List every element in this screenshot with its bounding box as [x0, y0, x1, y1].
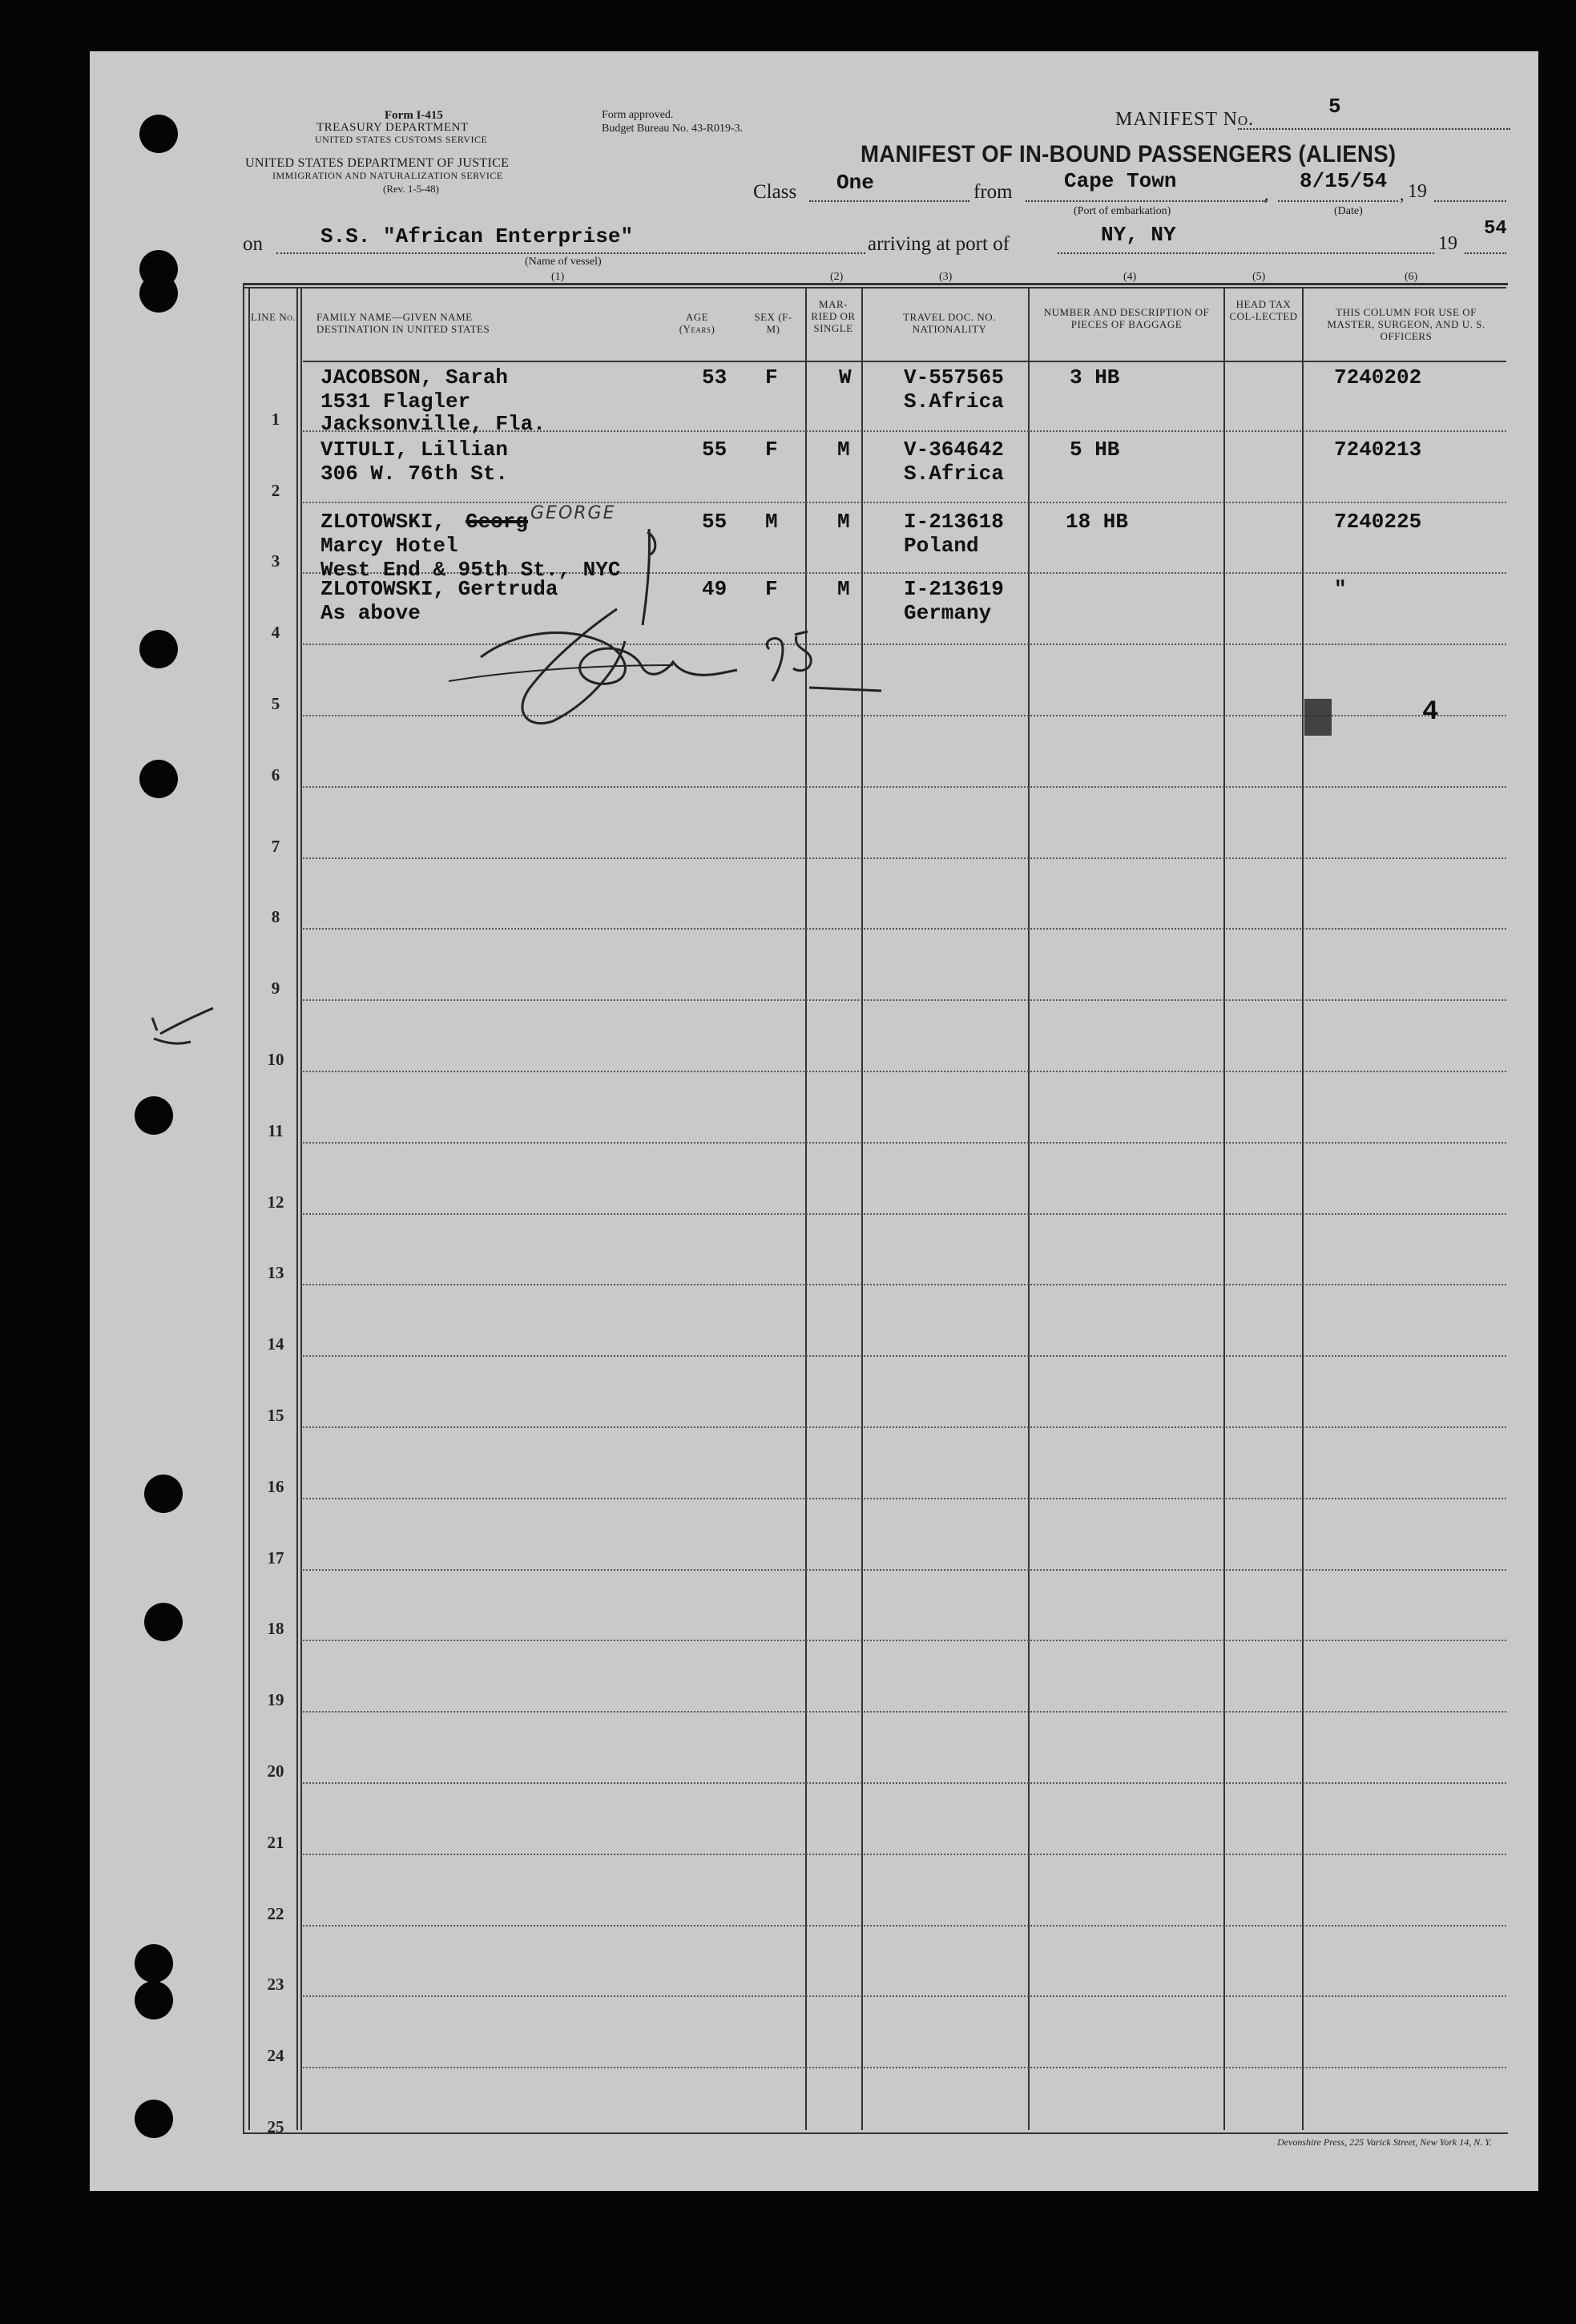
budget-note: Budget Bureau No. 43-R019-3.	[602, 123, 744, 135]
passenger-destination: 1531 Flagler	[320, 389, 471, 414]
arrival-year-line	[1465, 252, 1506, 254]
port-caption: (Port of embarkation)	[1074, 205, 1171, 217]
line-number: 21	[267, 1832, 284, 1852]
row-rule	[303, 1213, 1506, 1215]
col-divider	[300, 287, 302, 2130]
row-rule	[303, 1782, 1506, 1784]
year-line	[1434, 200, 1506, 202]
on-label: on	[243, 233, 263, 255]
line-number: 15	[267, 1406, 284, 1425]
punch-hole	[135, 1981, 173, 2019]
passenger-name: VITULI, Lillian	[320, 438, 509, 462]
punch-hole	[135, 2100, 173, 2138]
punch-hole	[139, 630, 178, 668]
arrival-port-value: NY, NY	[1101, 223, 1176, 247]
travel-doc-no: I-213619	[904, 577, 1004, 601]
line-number: 5	[271, 694, 280, 713]
justice-label: UNITED STATES DEPARTMENT OF JUSTICE	[245, 156, 510, 170]
col-number-5: (5)	[1252, 271, 1266, 283]
baggage-count: 3 HB	[1070, 365, 1120, 389]
approval-note: Form approved.	[602, 109, 674, 121]
col-number-4: (4)	[1123, 271, 1137, 283]
line-number: 14	[267, 1334, 284, 1354]
comma: ,	[1264, 184, 1269, 204]
row-rule	[303, 1142, 1506, 1144]
line-number: 19	[267, 1690, 284, 1710]
header-headtax: HEAD TAX COL-LECTED	[1229, 298, 1298, 322]
row-rule	[303, 1071, 1506, 1072]
line-number: 20	[267, 1761, 284, 1781]
row-rule	[303, 928, 1506, 930]
embark-date-value: 8/15/54	[1300, 169, 1388, 193]
row-rule	[303, 1711, 1506, 1713]
passenger-age: 53	[702, 365, 728, 389]
row-rule	[303, 502, 1506, 503]
col-divider	[296, 287, 298, 2130]
officer-number: "	[1334, 577, 1347, 601]
punch-hole	[139, 274, 178, 313]
line-number: 8	[271, 907, 280, 927]
passenger-destination: West End & 95th St., NYC	[320, 558, 621, 582]
form-number: Form I-415	[385, 109, 443, 122]
passenger-sex: F	[765, 365, 778, 389]
page-title: MANIFEST OF IN-BOUND PASSENGERS (ALIENS)	[861, 141, 1397, 167]
passenger-sex: F	[765, 438, 778, 462]
line-number: 11	[268, 1120, 284, 1140]
row-rule	[303, 857, 1506, 859]
passenger-name: ZLOTOWSKI,	[320, 510, 446, 534]
row-rule	[303, 1995, 1506, 1997]
comma: ,	[1400, 184, 1405, 204]
officer-number: 7240225	[1334, 510, 1422, 534]
year-prefix: 19	[1408, 181, 1427, 202]
line-number: 6	[271, 765, 280, 785]
manifest-no-line	[1238, 128, 1510, 130]
line-number: 12	[267, 1192, 284, 1212]
passenger-status: M	[837, 438, 850, 462]
baggage-count: 18 HB	[1066, 510, 1129, 534]
baggage-count: 5 HB	[1070, 438, 1120, 462]
vessel-line	[276, 252, 865, 254]
struck-given-name: Georg	[466, 510, 529, 534]
punch-hole	[135, 1944, 173, 1983]
col-number-1: (1)	[551, 271, 565, 283]
date-line	[1278, 200, 1398, 202]
travel-doc-no: I-213618	[904, 510, 1004, 534]
passenger-destination: 306 W. 76th St.	[320, 462, 509, 486]
passenger-nationality: S.Africa	[904, 462, 1004, 486]
travel-doc-no: V-364642	[904, 438, 1004, 462]
margin-check-mark	[143, 1002, 223, 1066]
header-sex: SEX (F-M)	[754, 311, 792, 335]
line-number: 10	[267, 1050, 284, 1069]
line-number: 18	[267, 1619, 284, 1639]
date-caption: (Date)	[1334, 205, 1363, 217]
row-rule	[303, 1854, 1506, 1855]
manifest-no-value: 5	[1328, 95, 1341, 119]
punch-hole	[135, 1096, 173, 1135]
row-rule	[303, 1498, 1506, 1499]
customs-label: UNITED STATES CUSTOMS SERVICE	[315, 134, 488, 145]
arrival-year-prefix: 19	[1438, 233, 1457, 254]
arrival-year-value: 54	[1484, 218, 1507, 240]
travel-doc-no: V-557565	[904, 365, 1004, 389]
passenger-nationality: Germany	[904, 601, 992, 625]
header-line-no: LINE No.	[251, 311, 296, 323]
passenger-age: 49	[702, 577, 728, 601]
header-rule	[303, 361, 1506, 362]
row-rule	[303, 1640, 1506, 1641]
passenger-nationality: Poland	[904, 534, 979, 558]
port-line	[1026, 200, 1266, 202]
row-rule	[303, 1284, 1506, 1285]
header-name: FAMILY NAME—GIVEN NAME DESTINATION IN UNITED STATES	[316, 311, 490, 335]
class-line	[809, 200, 969, 202]
vessel-value: S.S. "African Enterprise"	[320, 224, 634, 248]
from-label: from	[973, 181, 1013, 203]
col-divider	[248, 287, 250, 2130]
header-officers: THIS COLUMN FOR USE OF MASTER, SURGEON, AND U. S. OFFICERS	[1327, 306, 1485, 342]
punch-hole	[144, 1603, 183, 1641]
passenger-status: M	[837, 577, 850, 601]
manifest-no-label: MANIFEST No.	[1115, 109, 1255, 130]
officer-number: 7240202	[1334, 365, 1422, 389]
header-age: AGE (Years)	[679, 311, 715, 335]
class-value: One	[836, 171, 874, 195]
punch-hole	[139, 760, 178, 798]
passenger-nationality: S.Africa	[904, 389, 1004, 414]
row-rule	[303, 1925, 1506, 1927]
printer-credit: Devonshire Press, 225 Varick Street, New York 14, N. Y.	[1277, 2136, 1492, 2148]
arrival-port-line	[1058, 252, 1434, 254]
embark-port-value: Cape Town	[1064, 169, 1177, 193]
punch-hole	[144, 1475, 183, 1513]
line-number: 22	[267, 1903, 284, 1923]
header-baggage: NUMBER AND DESCRIPTION OF PIECES OF BAGGAGE	[1043, 306, 1210, 330]
inspector-signature	[433, 510, 913, 753]
col-number-2: (2)	[830, 271, 844, 283]
line-number: 4	[271, 623, 280, 643]
line-number: 24	[267, 2046, 284, 2066]
class-label: Class	[753, 181, 797, 203]
row-rule	[303, 786, 1506, 788]
passenger-age: 55	[702, 438, 728, 462]
row-rule	[303, 2067, 1506, 2068]
col-number-3: (3)	[939, 271, 953, 283]
line-number: 3	[271, 551, 280, 571]
passenger-name: ZLOTOWSKI, Gertruda	[320, 577, 558, 601]
line-number: 13	[267, 1263, 284, 1283]
passenger-destination: As above	[320, 601, 421, 625]
passenger-sex: F	[765, 577, 778, 601]
treasury-label: TREASURY DEPARTMENT	[316, 121, 469, 134]
vessel-caption: (Name of vessel)	[525, 256, 602, 268]
passenger-destination: Jacksonville, Fla.	[320, 412, 546, 436]
row-rule	[303, 1426, 1506, 1428]
punch-hole	[139, 115, 178, 153]
line-number: 1	[271, 409, 280, 429]
passenger-status: W	[839, 365, 852, 389]
line-number: 2	[271, 480, 280, 500]
smudge-mark	[1304, 699, 1332, 736]
col-number-6: (6)	[1405, 271, 1418, 283]
line-number: 25	[267, 2117, 284, 2136]
row-rule	[303, 999, 1506, 1001]
line-number: 7	[271, 836, 280, 856]
passenger-name: JACOBSON, Sarah	[320, 365, 509, 389]
header-travel: TRAVEL DOC. NO. NATIONALITY	[903, 311, 996, 335]
line-number: 9	[271, 978, 280, 999]
header-married: MAR-RIED OR SINGLE	[811, 298, 856, 334]
handwritten-given-name: GEORGE	[530, 503, 616, 523]
arriving-label: arriving at port of	[868, 233, 1010, 255]
passenger-status: M	[837, 510, 850, 534]
line-number: 23	[267, 1975, 284, 1995]
table-top-rule	[243, 287, 1506, 288]
line-number: 17	[267, 1547, 284, 1567]
ins-label: IMMIGRATION AND NATURALIZATION SERVICE	[272, 170, 503, 181]
row-rule	[303, 1355, 1506, 1357]
passenger-sex: M	[765, 510, 778, 534]
line-number: 16	[267, 1476, 284, 1496]
passenger-destination: Marcy Hotel	[320, 534, 458, 558]
passenger-age: 55	[702, 510, 728, 534]
row-rule	[303, 1569, 1506, 1571]
rev-label: (Rev. 1-5-48)	[383, 183, 439, 195]
officer-number: 7240213	[1334, 438, 1422, 462]
tally-number: 4	[1422, 697, 1439, 728]
